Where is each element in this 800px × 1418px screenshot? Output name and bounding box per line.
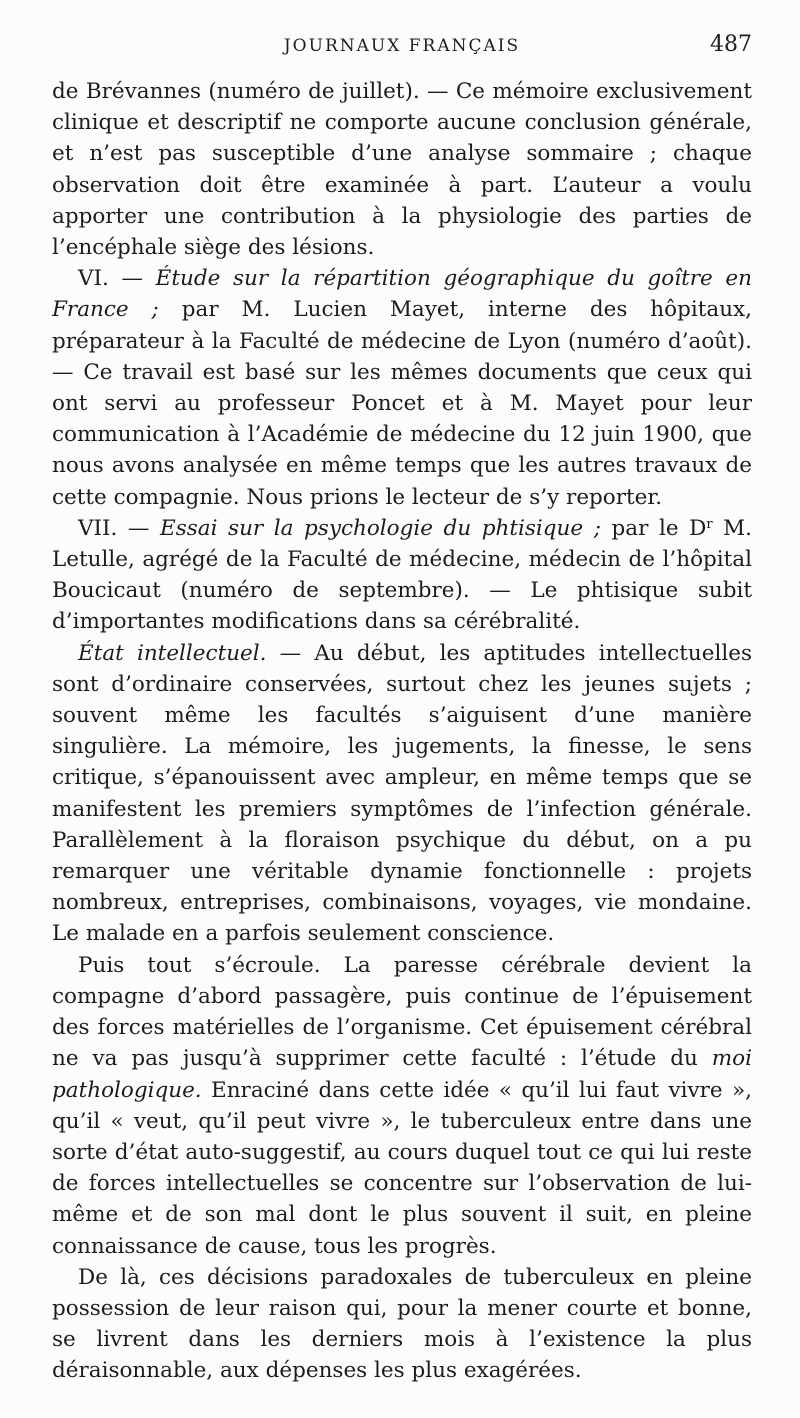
- text-run: M. Letulle, agrégé de la Faculté de médecine, médecin de l’hôpital Boucicaut (numéro de septembre). — Le phtisique subit d’importantes modifications dans sa cérébralité.: [52, 515, 753, 635]
- italic-text: Étude sur la répartition géographique du goître en France ;: [52, 266, 752, 323]
- page-number: 487: [710, 32, 752, 57]
- paragraph: [52, 513, 752, 638]
- article-body: [52, 76, 752, 1387]
- running-title: JOURNAUX FRANÇAIS: [283, 36, 521, 56]
- paragraph: [52, 263, 752, 513]
- text-run: VI. —: [78, 266, 156, 292]
- text-run: De là, ces décisions paradoxales de tuberculeux en pleine possession de leur raison qui, pour la mener courte et bonne, se livrent dans les derniers mois à l’existence la plus déraisonnable, aux dépenses les plus exagérées.: [52, 1264, 752, 1384]
- superscript-text: r: [706, 516, 713, 532]
- italic-text: Essai sur la psychologie du phtisique ;: [160, 515, 601, 541]
- text-run: — Au début, les aptitudes intellectuelles sont d’ordinaire conservées, surtout chez les jeunes sujets ; souvent même les facultés s’aiguisent d’une manière singulière. La mémoire, les jugements, la finesse, le sens critique, s’épanouissent avec ampleur, en même temps que se manifestent les premiers symptômes de l’infection générale. Parallèlement à la floraison psychique du début, on a pu remarquer une véritable dynamie fonctionnelle : projets nombreux, entreprises, combinaisons, voyages, vie mondaine. Le malade en a parfois seulement conscience.: [52, 640, 752, 947]
- paragraph: [52, 638, 752, 950]
- text-run: de Brévannes (numéro de juillet). — Ce mémoire exclusivement clinique et descriptif ne comporte aucune conclusion générale, et n’est pas susceptible d’une analyse sommaire ; chaque observation doit être examinée à part. L’auteur a voulu apporter une contribution à la physiologie des parties de l’encéphale siège des lésions.: [52, 79, 752, 261]
- paragraph: [52, 76, 752, 263]
- text-run: VII. —: [78, 515, 160, 541]
- text-run: par le D: [600, 515, 707, 541]
- paragraph: [52, 1262, 752, 1387]
- page-header: [52, 30, 752, 76]
- italic-text: État intellectuel.: [78, 640, 267, 666]
- text-run: Puis tout s’écroule. La paresse cérébrale devient la compagne d’abord passagère, puis continue de l’épuisement des forces matérielles de l’organisme. Cet épuisement cérébral ne va pas jusqu’à supprimer cette faculté : l’étude du: [52, 952, 752, 1072]
- paragraph: [52, 950, 752, 1262]
- text-run: Enraciné dans cette idée « qu’il lui faut vivre », qu’il « veut, qu’il peut vivre », le tuberculeux entre dans une sorte d’état auto-suggestif, au cours duquel tout ce qui lui reste de forces intellectuelles se concentre sur l’observation de lui-même et de son mal dont le plus souvent il suit, en pleine connaissance de cause, tous les progrès.: [52, 1077, 752, 1259]
- text-run: par M. Lucien Mayet, interne des hôpitaux, préparateur à la Faculté de médecine de Lyon (numéro d’août). — Ce travail est basé sur les mêmes documents que ceux qui ont servi au professeur Poncet et à M. Mayet pour leur communication à l’Académie de médecine du 12 juin 1900, que nous avons analysée en même temps que les autres travaux de cette compagnie. Nous prions le lecteur de s’y reporter.: [52, 297, 752, 510]
- italic-text: moi pathologique.: [52, 1046, 752, 1103]
